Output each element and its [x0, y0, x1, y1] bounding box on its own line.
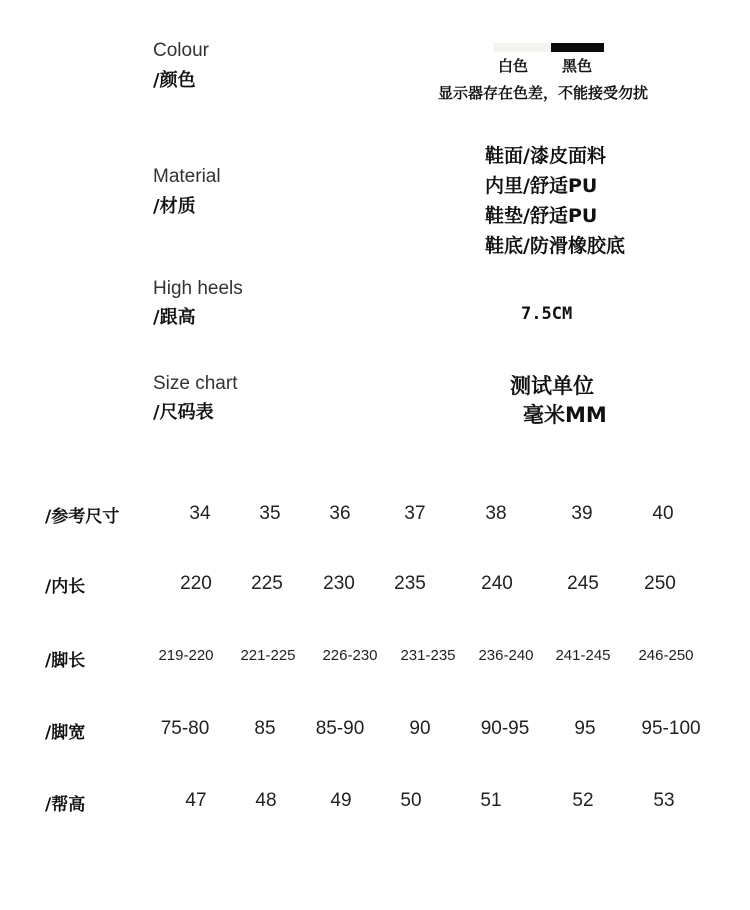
- table-cell: 240: [481, 573, 513, 594]
- table-cell: 95-100: [641, 718, 701, 739]
- material-label-en: Material: [153, 166, 221, 187]
- colour-label-en: Colour: [153, 40, 209, 61]
- table-cell: 221-225: [240, 647, 296, 664]
- size-chart-label-zh: /尺码表: [153, 402, 214, 423]
- table-cell: 47: [185, 790, 207, 811]
- table-cell: 226-230: [322, 647, 378, 664]
- material-upper: 鞋面/漆皮面料: [485, 145, 606, 167]
- table-cell: 245: [567, 573, 599, 594]
- black-swatch: [551, 43, 604, 52]
- row-label-foot-length: /脚长: [45, 651, 86, 671]
- material-outsole: 鞋底/防滑橡胶底: [485, 235, 625, 257]
- heel-height-value: 7.5CM: [521, 304, 573, 324]
- heel-label-en: High heels: [153, 278, 243, 299]
- size-chart-label-en: Size chart: [153, 373, 238, 394]
- table-cell: 231-235: [400, 647, 456, 664]
- row-label-upper-height: /帮高: [45, 795, 86, 815]
- table-cell: 90: [409, 718, 431, 739]
- table-cell: 49: [330, 790, 352, 811]
- table-cell: 38: [485, 503, 507, 524]
- heel-label-zh: /跟高: [153, 307, 196, 328]
- white-swatch-label: 白色: [498, 57, 529, 75]
- table-cell: 219-220: [158, 647, 214, 664]
- table-cell: 241-245: [555, 647, 611, 664]
- table-cell: 250: [644, 573, 676, 594]
- size-chart-unit-title: 测试单位: [510, 374, 594, 398]
- color-difference-note: 显示器存在色差，不能接受勿扰: [438, 84, 649, 102]
- table-cell: 48: [255, 790, 277, 811]
- table-cell: 230: [323, 573, 355, 594]
- row-label-foot-width: /脚宽: [45, 723, 86, 743]
- table-cell: 51: [480, 790, 502, 811]
- table-cell: 40: [652, 503, 674, 524]
- table-cell: 37: [404, 503, 426, 524]
- row-label-inner-length: /内长: [45, 577, 86, 597]
- table-cell: 35: [259, 503, 281, 524]
- table-cell: 39: [571, 503, 593, 524]
- table-cell: 53: [653, 790, 675, 811]
- table-cell: 220: [180, 573, 212, 594]
- table-cell: 85-90: [315, 718, 365, 739]
- white-swatch: [493, 43, 551, 52]
- material-lining: 内里/舒适PU: [485, 175, 598, 197]
- table-cell: 236-240: [478, 647, 534, 664]
- table-cell: 90-95: [480, 718, 530, 739]
- black-swatch-label: 黑色: [562, 57, 593, 75]
- table-cell: 85: [254, 718, 276, 739]
- material-insole: 鞋垫/舒适PU: [485, 205, 598, 227]
- table-cell: 36: [329, 503, 351, 524]
- table-cell: 246-250: [638, 647, 694, 664]
- table-cell: 34: [189, 503, 211, 524]
- size-chart-unit-mm: 毫米MM: [523, 403, 607, 427]
- row-label-reference-size: /参考尺寸: [45, 507, 120, 527]
- table-cell: 235: [394, 573, 426, 594]
- table-cell: 75-80: [160, 718, 210, 739]
- table-cell: 95: [574, 718, 596, 739]
- table-cell: 225: [251, 573, 283, 594]
- colour-label-zh: /颜色: [153, 70, 196, 91]
- material-label-zh: /材质: [153, 196, 196, 217]
- table-cell: 52: [572, 790, 594, 811]
- table-cell: 50: [400, 790, 422, 811]
